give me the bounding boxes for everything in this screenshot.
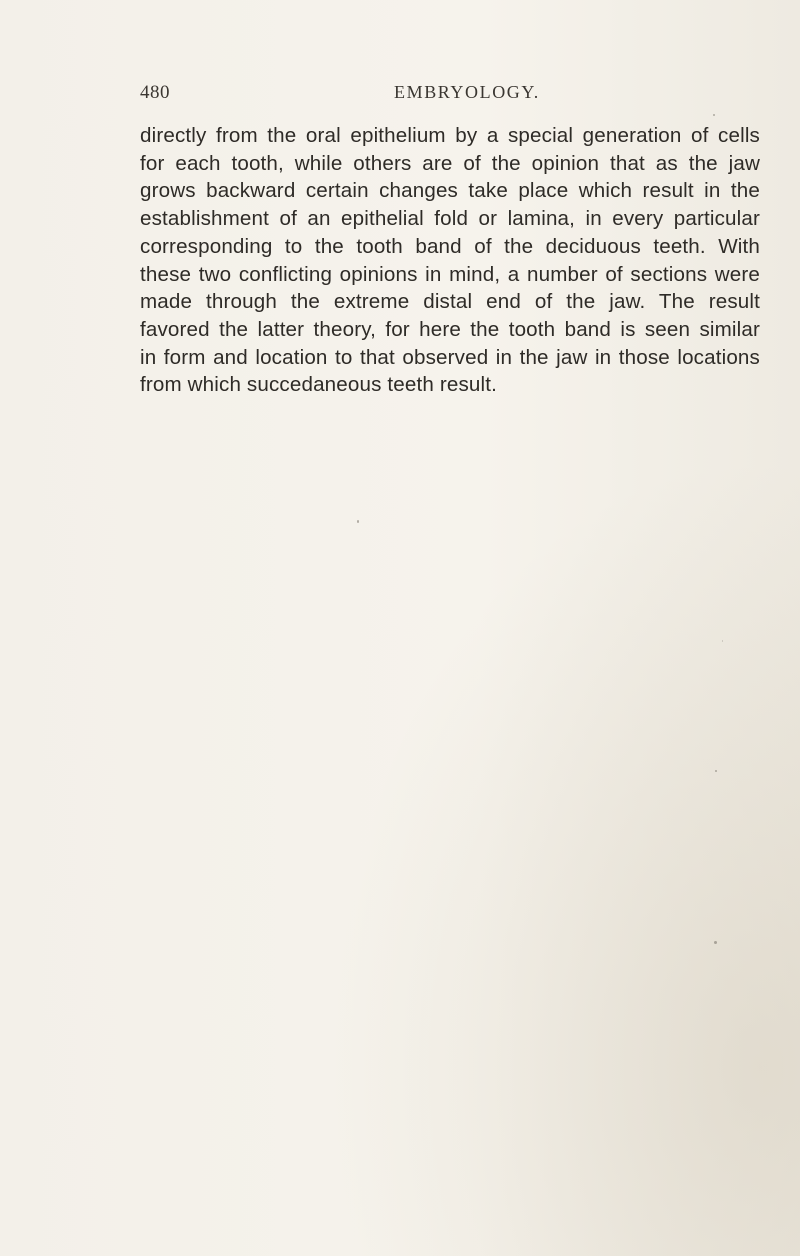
text-line: these two conflicting opinions in mind, a number of sections were [140,262,760,286]
text-line: grows backward certain changes take place which result in the [140,179,760,203]
text-line: corresponding to the tooth band of the deciduous teeth. With [140,234,760,258]
text-line: from which succedaneous teeth result. [140,373,497,397]
text-line: made through the extreme distal end of the jaw. The result [140,290,760,314]
text-line: favored the latter theory, for here the tooth band is seen similar [140,317,760,341]
page-number: 480 [140,82,170,103]
text-line: directly from the oral epithelium by a special generation of cells [140,124,760,147]
text-line: in form and location to that observed in the jaw in those locations [140,345,760,369]
paper-speck [713,114,715,116]
body-paragraph [140,122,760,399]
paper-speck [722,640,723,642]
paper-speck [715,770,717,772]
paper-speck [357,520,359,523]
page-header [140,82,760,112]
paper-speck [714,941,717,944]
text-line: establishment of an epithelial fold or lamina, in every particular [140,207,760,231]
text-line: for each tooth, while others are of the opinion that as the jaw [140,151,760,175]
running-head: EMBRYOLOGY. [394,82,540,102]
